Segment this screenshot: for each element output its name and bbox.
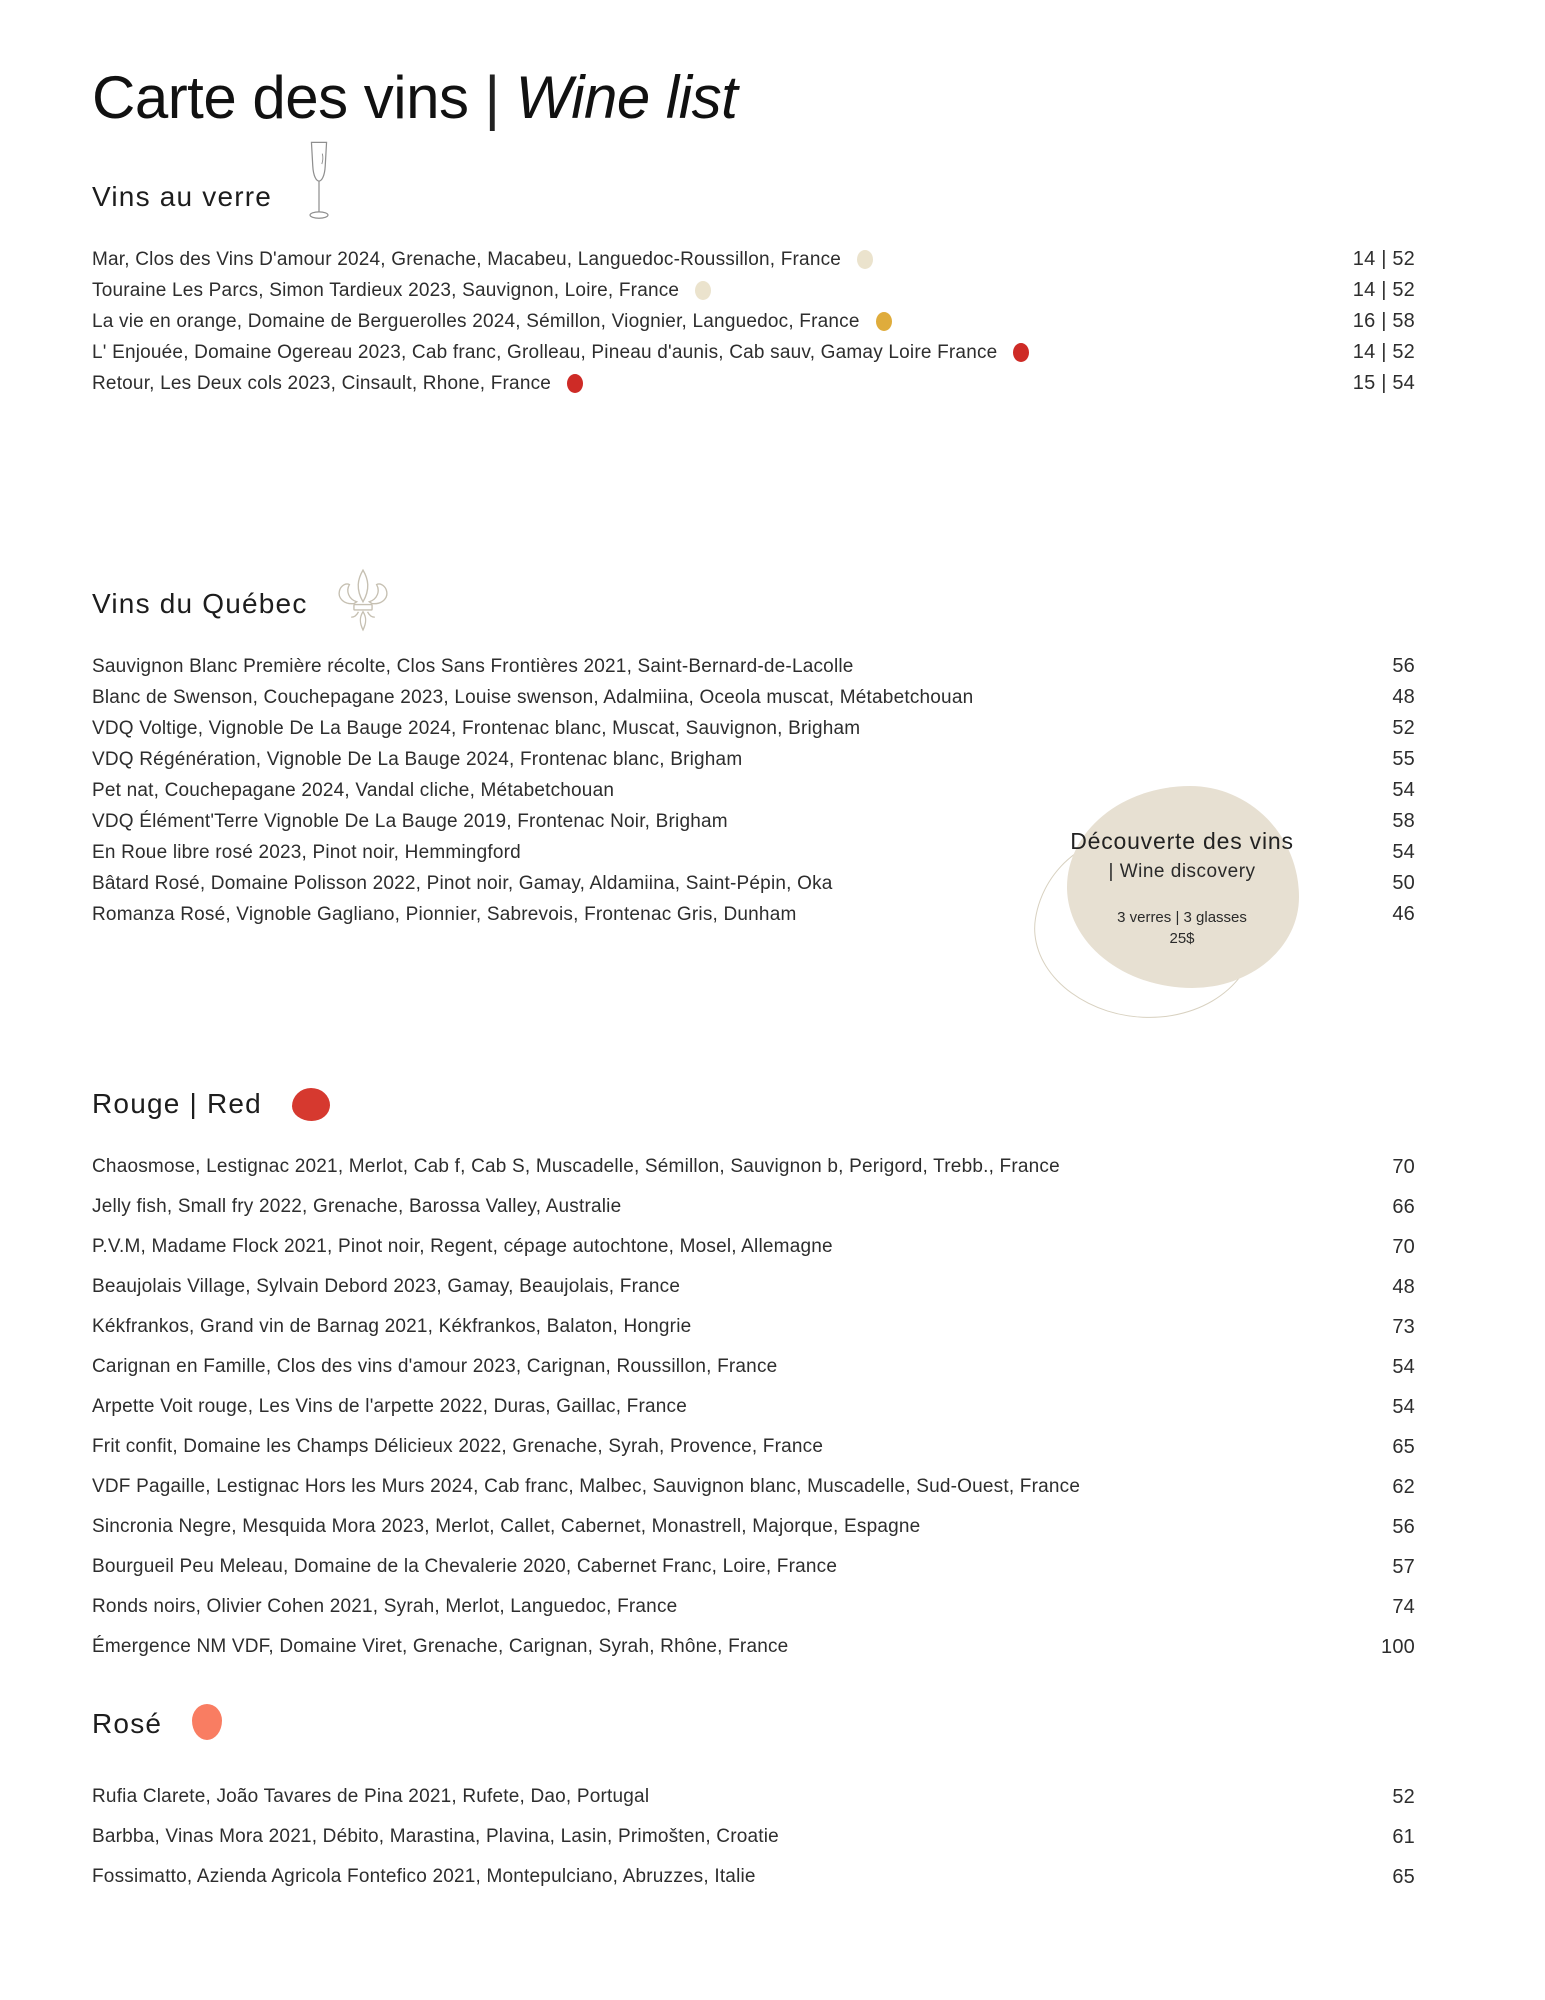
discovery-content	[1057, 828, 1307, 947]
wine-glass-icon	[302, 139, 336, 225]
wine-description: Barbba, Vinas Mora 2021, Débito, Marastina, Plavina, Lasin, Primošten, Croatie	[92, 1826, 779, 1847]
wine-list-item	[92, 744, 1415, 775]
wine-list-item	[92, 1547, 1415, 1587]
wine-description: Kékfrankos, Grand vin de Barnag 2021, Kékfrankos, Balaton, Hongrie	[92, 1316, 692, 1337]
section-rose-wines	[92, 1695, 1415, 1897]
rose-header	[92, 1695, 1415, 1753]
red-wine-blob	[292, 1088, 330, 1121]
wine-description: Pet nat, Couchepagane 2024, Vandal cliche, Métabetchouan	[92, 779, 615, 801]
wine-description: VDF Pagaille, Lestignac Hors les Murs 2024, Cab franc, Malbec, Sauvignon blanc, Muscadelle, Sud-Ouest, France	[92, 1476, 1081, 1497]
wine-list-item	[92, 651, 1415, 682]
wine-list-item	[92, 1857, 1415, 1897]
wine-description: Beaujolais Village, Sylvain Debord 2023, Gamay, Beaujolais, France	[92, 1276, 681, 1297]
fleur-de-lis-icon	[334, 567, 392, 633]
rose-heading: Rosé	[92, 1708, 163, 1739]
wine-color-dot	[876, 312, 892, 331]
wine-list-item	[92, 1587, 1415, 1627]
wine-price: 50	[1392, 872, 1415, 894]
wine-price: 57	[1392, 1555, 1415, 1578]
wine-price: 74	[1392, 1595, 1415, 1618]
wine-description: VDQ Élément'Terre Vignoble De La Bauge 2019, Frontenac Noir, Brigham	[92, 810, 728, 832]
discovery-price: 25$	[1169, 930, 1195, 947]
wine-description: Fossimatto, Azienda Agricola Fontefico 2021, Montepulciano, Abruzzes, Italie	[92, 1866, 756, 1887]
quebec-heading: Vins du Québec	[92, 588, 308, 619]
wine-price: 56	[1392, 655, 1415, 677]
rose-list	[92, 1777, 1415, 1897]
wine-price: 46	[1392, 903, 1415, 925]
section-red-wines	[92, 1075, 1415, 1667]
discovery-title: Découverte des vins	[1070, 828, 1294, 854]
wine-price: 16 | 58	[1352, 310, 1415, 332]
wine-price: 14 | 52	[1352, 279, 1415, 301]
wine-list-item	[92, 1627, 1415, 1667]
wine-price: 14 | 52	[1352, 341, 1415, 363]
wine-description: Arpette Voit rouge, Les Vins de l'arpette 2022, Duras, Gaillac, France	[92, 1396, 687, 1417]
red-list	[92, 1147, 1415, 1667]
wine-price: 100	[1381, 1635, 1415, 1658]
wine-description: Émergence NM VDF, Domaine Viret, Grenache, Carignan, Syrah, Rhône, France	[92, 1636, 789, 1657]
wine-price: 73	[1392, 1315, 1415, 1338]
by-glass-list	[92, 244, 1415, 399]
wine-list-item	[92, 1347, 1415, 1387]
wine-description: Romanza Rosé, Vignoble Gagliano, Pionnier, Sabrevois, Frontenac Gris, Dunham	[92, 903, 797, 925]
wine-description: Frit confit, Domaine les Champs Délicieux 2022, Grenache, Syrah, Provence, France	[92, 1436, 824, 1457]
section-wines-by-glass	[92, 168, 1415, 399]
page-title-fr: Carte des vins	[92, 64, 469, 131]
wine-description: Blanc de Swenson, Couchepagane 2023, Louise swenson, Adalmiina, Oceola muscat, Métabetchouan	[92, 686, 974, 708]
wine-description: Sincronia Negre, Mesquida Mora 2023, Merlot, Callet, Cabernet, Monastrell, Majorque, Espagne	[92, 1516, 921, 1537]
wine-description: Touraine Les Parcs, Simon Tardieux 2023, Sauvignon, Loire, France	[92, 279, 680, 301]
wine-list-item	[92, 1387, 1415, 1427]
wine-price: 70	[1392, 1235, 1415, 1258]
wine-price: 15 | 54	[1352, 372, 1415, 394]
wine-price: 54	[1392, 841, 1415, 863]
wine-list-item	[92, 1427, 1415, 1467]
wine-price: 62	[1392, 1475, 1415, 1498]
wine-price: 14 | 52	[1352, 248, 1415, 270]
rose-wine-blob	[192, 1704, 222, 1740]
wine-list-item	[92, 306, 1415, 337]
wine-description: L' Enjouée, Domaine Ogereau 2023, Cab franc, Grolleau, Pineau d'aunis, Cab sauv, Gamay Loire France	[92, 341, 998, 363]
wine-list-item	[92, 1187, 1415, 1227]
wine-description: Carignan en Famille, Clos des vins d'amour 2023, Carignan, Roussillon, France	[92, 1356, 778, 1377]
wine-color-dot	[695, 281, 711, 300]
wine-price: 65	[1392, 1435, 1415, 1458]
wine-price: 66	[1392, 1195, 1415, 1218]
wine-list-item	[92, 1307, 1415, 1347]
wine-list-item	[92, 1467, 1415, 1507]
wine-color-dot	[857, 250, 873, 269]
wine-list-item	[92, 244, 1415, 275]
wine-description: La vie en orange, Domaine de Berguerolles 2024, Sémillon, Viognier, Languedoc, France	[92, 310, 860, 332]
page-title	[92, 62, 1415, 134]
wine-description: Bourgueil Peu Meleau, Domaine de la Chevalerie 2020, Cabernet Franc, Loire, France	[92, 1556, 838, 1577]
by-glass-header	[92, 168, 1415, 226]
wine-description: VDQ Régénération, Vignoble De La Bauge 2024, Frontenac blanc, Brigham	[92, 748, 743, 770]
wine-list-item	[92, 1817, 1415, 1857]
wine-price: 54	[1392, 779, 1415, 801]
wine-description: Bâtard Rosé, Domaine Polisson 2022, Pinot noir, Gamay, Aldamiina, Saint-Pépin, Oka	[92, 872, 833, 894]
wine-price: 54	[1392, 1395, 1415, 1418]
page-title-separator: |	[484, 64, 500, 131]
wine-list-item	[92, 1267, 1415, 1307]
wine-description: Ronds noirs, Olivier Cohen 2021, Syrah, Merlot, Languedoc, France	[92, 1596, 678, 1617]
wine-description: Sauvignon Blanc Première récolte, Clos Sans Frontières 2021, Saint-Bernard-de-Lacolle	[92, 655, 854, 677]
discovery-detail: 3 verres | 3 glasses	[1117, 909, 1247, 926]
wine-price: 52	[1392, 1785, 1415, 1808]
wine-list-item	[92, 1507, 1415, 1547]
wine-list-item	[92, 1777, 1415, 1817]
wine-list-item	[92, 368, 1415, 399]
wine-price: 54	[1392, 1355, 1415, 1378]
wine-description: P.V.M, Madame Flock 2021, Pinot noir, Regent, cépage autochtone, Mosel, Allemagne	[92, 1236, 833, 1257]
wine-discovery-callout	[1035, 778, 1305, 1018]
wine-price: 70	[1392, 1155, 1415, 1178]
wine-list-item	[92, 682, 1415, 713]
page-title-en: Wine list	[515, 64, 738, 131]
wine-color-dot	[567, 374, 583, 393]
by-glass-heading: Vins au verre	[92, 181, 273, 212]
wine-price: 58	[1392, 810, 1415, 832]
red-heading: Rouge | Red	[92, 1088, 262, 1119]
wine-description: Retour, Les Deux cols 2023, Cinsault, Rhone, France	[92, 372, 552, 394]
wine-price: 61	[1392, 1825, 1415, 1848]
quebec-header	[92, 575, 1415, 633]
wine-color-dot	[1013, 343, 1029, 362]
red-header	[92, 1075, 1415, 1133]
wine-price: 56	[1392, 1515, 1415, 1538]
wine-description: Jelly fish, Small fry 2022, Grenache, Barossa Valley, Australie	[92, 1196, 622, 1217]
wine-price: 65	[1392, 1865, 1415, 1888]
wine-description: Rufia Clarete, João Tavares de Pina 2021, Rufete, Dao, Portugal	[92, 1786, 650, 1807]
wine-description: VDQ Voltige, Vignoble De La Bauge 2024, Frontenac blanc, Muscat, Sauvignon, Brigham	[92, 717, 861, 739]
wine-list-item	[92, 1227, 1415, 1267]
wine-list-item	[92, 275, 1415, 306]
wine-price: 52	[1392, 717, 1415, 739]
wine-list-item	[92, 1147, 1415, 1187]
wine-description: Mar, Clos des Vins D'amour 2024, Grenache, Macabeu, Languedoc-Roussillon, France	[92, 248, 842, 270]
wine-price: 55	[1392, 748, 1415, 770]
wine-description: Chaosmose, Lestignac 2021, Merlot, Cab f, Cab S, Muscadelle, Sémillon, Sauvignon b, Perigord, Trebb., France	[92, 1156, 1060, 1177]
wine-price: 48	[1392, 686, 1415, 708]
wine-list-item	[92, 337, 1415, 368]
discovery-subtitle: | Wine discovery	[1108, 861, 1256, 882]
wine-price: 48	[1392, 1275, 1415, 1298]
wine-description: En Roue libre rosé 2023, Pinot noir, Hemmingford	[92, 841, 521, 863]
wine-list-item	[92, 713, 1415, 744]
